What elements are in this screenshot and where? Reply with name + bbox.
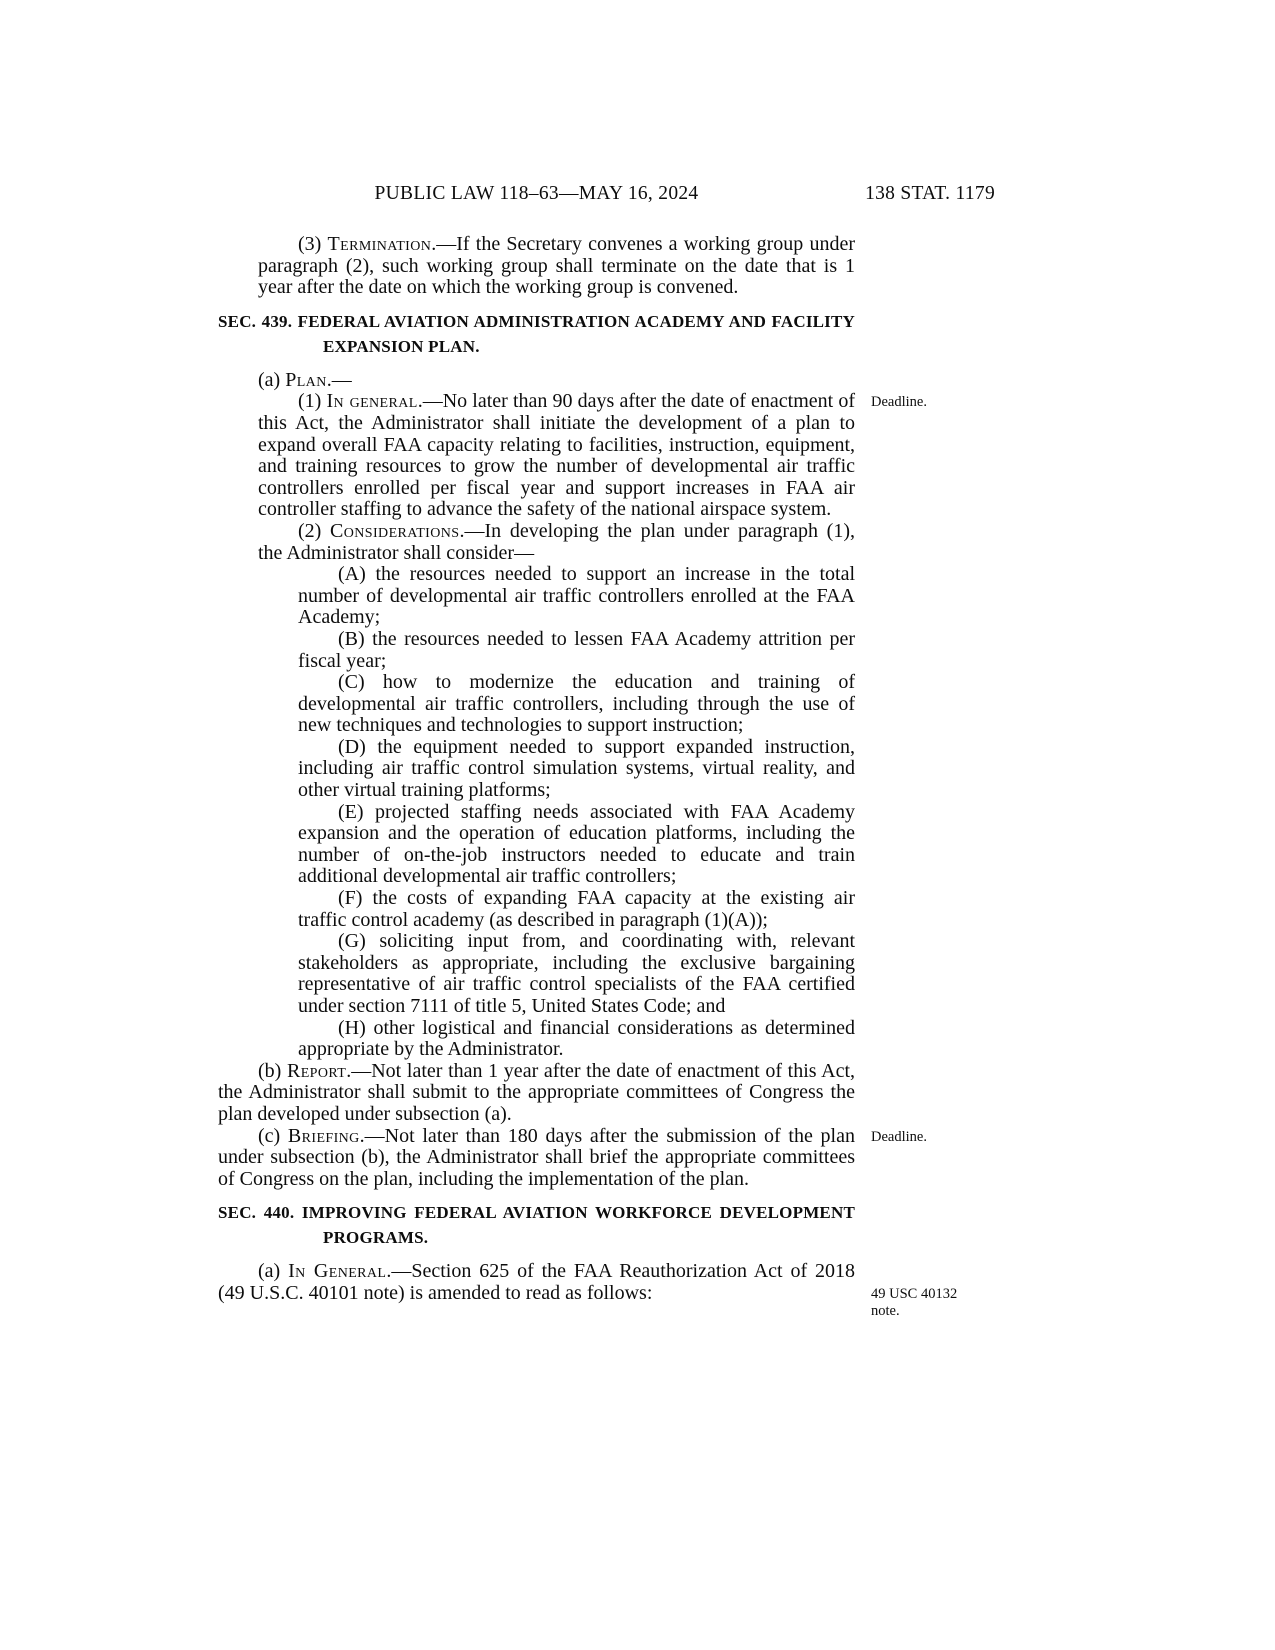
paragraph-3-termination <box>258 234 855 299</box>
subsection-a-in-general-440 <box>218 1260 958 1320</box>
paragraph-number: (a) <box>258 368 286 391</box>
section-440-heading: SEC. 440. IMPROVING FEDERAL AVIATION WORKFORCE DEVELOPMENT PROGRAMS. <box>218 1203 855 1248</box>
paragraph-text: .—Not later than 180 days after the submission of the plan under subsection (b), the Administrator shall brief the appropriate committees of Congress on the plan, including the implementation of the plan. <box>218 1124 855 1190</box>
defined-term-in-general: In general <box>326 390 418 413</box>
margin-note-usc-citation: 49 USC 40132 note. <box>871 1286 958 1320</box>
defined-term-report: Report <box>286 1059 347 1082</box>
defined-term-briefing: Briefing <box>287 1124 360 1147</box>
paragraph-number: (c) <box>258 1124 288 1147</box>
defined-term-termination: Termination <box>327 233 432 255</box>
subparagraph-F: (F) the costs of expanding FAA capacity at the existing air traffic control academy (as described in paragraph (1)(A)); <box>298 887 855 931</box>
paragraph-text: .—No later than 90 days after the date of enactment of this Act, the Administrator shall initiate the development of a plan to expand overall FAA capacity relating to facilities, instruction, equipment, and training resources to grow the number of developmental air traffic controllers enrolled per fiscal year and support increases in FAA air controller staffing to advance the safety of the national airspace system. <box>258 390 855 521</box>
paragraph-2-considerations <box>258 521 855 564</box>
margin-note-deadline-1: Deadline. <box>871 394 927 411</box>
paragraph-text: .—In developing the plan under paragraph (1), the Administrator shall consider— <box>258 519 855 564</box>
law-title: PUBLIC LAW 118–63—MAY 16, 2024 <box>374 183 699 204</box>
paragraph-number: (3) <box>298 233 328 255</box>
paragraph-number: (2) <box>298 519 331 542</box>
paragraph-1-in-general <box>258 390 927 521</box>
paragraph-text: .—Not later than 1 year after the date of enactment of this Act, the Administrator shall submit to the appropriate committees of Congress the plan developed under subsection (a). <box>218 1059 855 1125</box>
section-439-heading: SEC. 439. FEDERAL AVIATION ADMINISTRATION ACADEMY AND FACILITY EXPANSION PLAN. <box>218 311 855 356</box>
subsection-b-report <box>218 1061 855 1126</box>
defined-term-considerations: Considerations <box>330 519 460 542</box>
paragraph-text: .— <box>326 368 352 391</box>
paragraph-number: (a) <box>258 1260 289 1283</box>
stat-page-number: 138 STAT. 1179 <box>865 183 995 204</box>
subparagraph-A: (A) the resources needed to support an increase in the total number of developmental air traffic controllers enrolled at the FAA Academy; <box>298 563 855 629</box>
paragraph-number: (b) <box>258 1059 287 1082</box>
paragraph-text: .—If the Secretary convenes a working group under paragraph (2), such working group shall terminate on the date that is 1 year after the date on which the working group is convened. <box>258 233 855 299</box>
defined-term-in-general-440: In General <box>288 1260 387 1283</box>
defined-term-plan: Plan <box>285 368 327 391</box>
paragraph-number: (1) <box>298 390 327 413</box>
subparagraph-D: (D) the equipment needed to support expanded instruction, including air traffic control simulation systems, virtual reality, and other virtual training platforms; <box>298 735 855 802</box>
subparagraph-B: (B) the resources needed to lessen FAA Academy attrition per fiscal year; <box>298 627 855 672</box>
subsection-a-plan <box>218 370 855 392</box>
subparagraph-G: (G) soliciting input from, and coordinating with, relevant stakeholders as appropriate, including the exclusive bargaining representative of air traffic control specialists of the FAA certified under section 7111 of title 5, United States Code; and <box>298 930 855 1017</box>
subparagraph-C: (C) how to modernize the education and training of developmental air traffic controllers, including through the use of new techniques and technologies to support instruction; <box>298 671 855 737</box>
margin-note-deadline-2: Deadline. <box>871 1128 927 1145</box>
text-column <box>218 0 995 1320</box>
subparagraph-E: (E) projected staffing needs associated with FAA Academy expansion and the operation of education platforms, including the number of on-the-job instructors needed to educate and train additional developmental air traffic controllers; <box>298 800 855 888</box>
running-header <box>218 183 995 205</box>
subparagraph-H: (H) other logistical and financial considerations as determined appropriate by the Administrator. <box>298 1016 855 1061</box>
subsection-c-briefing <box>218 1124 927 1191</box>
paragraph-text: .—Section 625 of the FAA Reauthorization Act of 2018 (49 U.S.C. 40101 note) is amended to read as follows: <box>218 1260 855 1304</box>
